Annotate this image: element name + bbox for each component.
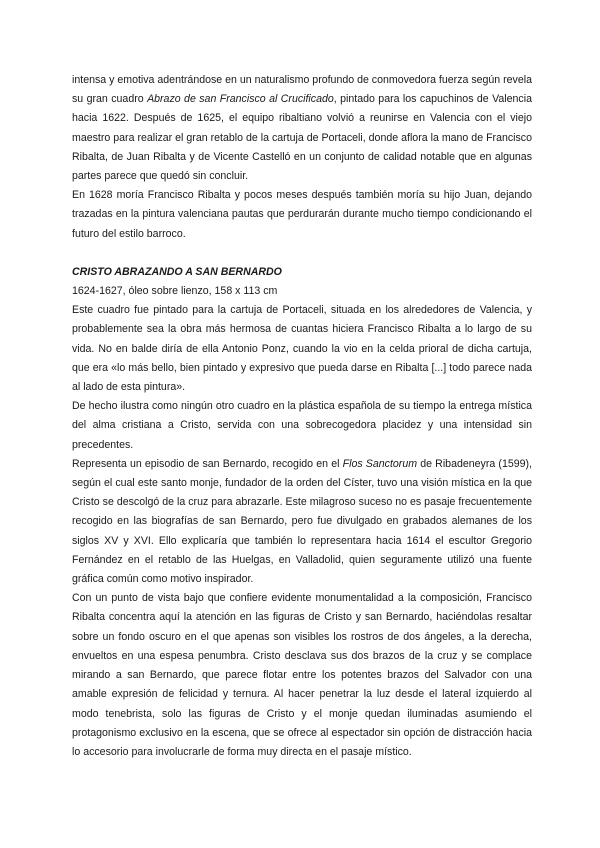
body-text-3a: Representa un episodio de san Bernardo, recogido en el [72, 457, 343, 470]
intro-text-1a: intensa y emotiva adentrándose en un naturalismo profundo de conmovedora fuerza según revela su gran cuadro [72, 74, 532, 106]
body-paragraph-1: Este cuadro fue pintado para la cartuja de Portaceli, situada en los alrededores de Valencia, y probablemente sea la obra más hermosa de cuantas hiciera Francisco Ribalta a lo largo de su vida. No en balde diría de ella Antonio Ponz, cuando la vio en la celda prioral de dicha cartuja, que era «lo más bello, bien pintado y expresivo que pueda darse en Ribalta [...] todo parece nada al lado de esta pintura». [72, 304, 532, 394]
body-text-3b: de Ribadeneyra (1599), según el cual este santo monje, fundador de la orden del Císter, tuvo una visión mística en la que Cristo se descolgó de la cruz para abrazarle. Este milagroso suceso no es pasaje frecuentemente recogido en las biografías de san Bernardo, pero fue divulgado en grabados alemanes de los siglos XV y XVI. Ello explicaría que también lo representara hacia 1614 el escultor Gregorio Fernández en el retablo de las Huelgas, en Valladolid, quien seguramente utilizó una fuente gráfica común como motivo inspirador. [72, 457, 532, 586]
intro-paragraph-2: En 1628 moría Francisco Ribalta y pocos meses después también moría su hijo Juan, dejando trazadas en la pintura valenciana pautas que perdurarán durante mucho tiempo condicionando el futuro del estilo barroco. [72, 189, 532, 240]
intro-paragraph-1 [72, 71, 532, 186]
page-content [72, 71, 532, 762]
body-paragraph-3 [72, 455, 532, 589]
artwork-details: 1624-1627, óleo sobre lienzo, 158 x 113 cm [72, 285, 278, 298]
artwork-title-reference: Abrazo de san Francisco al Crucificado [147, 93, 334, 106]
body-paragraph-2: De hecho ilustra como ningún otro cuadro en la plástica española de su tiempo la entrega mística del alma cristiana a Cristo, servida con una sobrecogedora placidez y una intensidad sin precedentes. [72, 400, 532, 451]
book-title-reference: Flos Sanctorum [342, 457, 418, 470]
artwork-heading: CRISTO ABRAZANDO A SAN BERNARDO [72, 265, 282, 278]
section-spacer [72, 244, 532, 263]
intro-text-1b: , pintado para los capuchinos de Valencia hacia 1622. Después de 1625, el equipo ribaltiano volvió a reunirse en Valencia con el viejo maestro para realizar el gran retablo de la cartuja de Portaceli, donde aflora la mano de Francisco Ribalta, de Juan Ribalta y de Vicente Castelló en un conjunto de calidad notable que en algunas partes parece que quedó sin concluir. [72, 93, 532, 183]
body-paragraph-4: Con un punto de vista bajo que confiere evidente monumentalidad a la composición, Francisco Ribalta concentra aquí la atención en las figuras de Cristo y san Bernardo, haciéndolas resaltar sobre un fondo oscuro en el que apenas son visibles los rostros de dos ángeles, a la derecha, envueltos en una espesa penumbra. Cristo desclava sus dos brazos de la cruz y se complace mirando a san Bernardo, que parece flotar entre los potentes brazos del Salvador con una amable expresión de felicidad y ternura. Al hacer penetrar la luz desde el lateral izquierdo al modo tenebrista, solo las figuras de Cristo y el monje quedan iluminadas asumiendo el protagonismo exclusivo en la escena, que se ofrece al espectador sin opción de distracción hacia lo accesorio para involucrarle de forma muy directa en el pasaje místico. [72, 592, 532, 758]
